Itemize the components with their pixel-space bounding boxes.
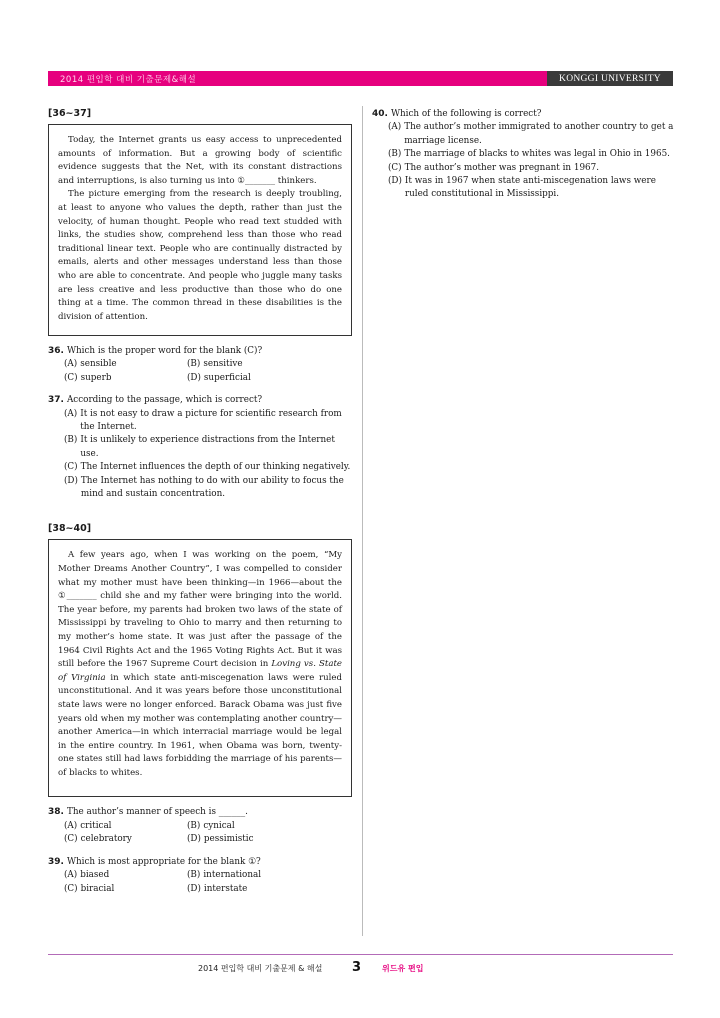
option-text: It is unlikely to experience distractions from the Internet use. (80, 435, 335, 459)
question-stem: According to the passage, which is correct? (66, 395, 263, 406)
option-d[interactable] (187, 372, 337, 385)
option-c[interactable] (64, 883, 187, 896)
passage-box (48, 124, 352, 336)
option-letter: (B) (64, 435, 78, 446)
option-text: The marriage of blacks to whites was legal in Ohio in 1965. (404, 149, 670, 160)
passage-paragraph: A few years ago, when I was working on the poem, “My Mother Dreams Another Country”, I was compelled to consider what my mother must have been thinking—in 1966—about the ①_______ child she and my father were bringing into the world. The year before, my parents had broken two laws of the state of Mississippi by traveling to Ohio to marry and then returning to my mother’s home state. It was just after the passage of the 1964 Civil Rights Act and the 1965 Voting Rights Act. But it was still before the 1967 Supreme Court decision in Loving vs. State of Virginia in which state anti-miscegenation laws were ruled unconstitutional. And it was years before those unconstitutional state laws were no longer enforced. Barack Obama was just five years old when my mother was contemplating another country—another America—in which interracial marriage would be legal in the entire country. In 1961, when Obama was born, twenty-one states still had laws forbidding the marriage of his parents—of blacks to whites. (58, 550, 343, 778)
question-stem: Which is most appropriate for the blank ①? (66, 856, 261, 867)
question-number: 40. (372, 109, 388, 119)
question-39 (48, 856, 352, 896)
question-stem: Which is the proper word for the blank (C)? (66, 346, 263, 356)
option-d[interactable] (187, 833, 337, 846)
option-text: superficial (203, 372, 251, 383)
footer (48, 960, 673, 978)
question-number: 38. (48, 807, 64, 818)
option-b[interactable] (64, 434, 352, 461)
option-text: biased (80, 870, 110, 881)
option-text: sensitive (203, 359, 243, 370)
option-text: It is not easy to draw a picture for scientific research from the Internet. (80, 408, 342, 433)
option-letter: (D) (187, 372, 201, 383)
option-d[interactable] (64, 475, 352, 502)
passage-paragraph: The picture emerging from the research is deeply troubling, at least to anyone who values the depth, rather than just the velocity, of human thought. People who read text studded with links, the studies show, comprehend less than those who read traditional linear text. People who are continually distracted by emails, alerts and other messages understand less than those who are able to concentrate. And people who juggle many tasks are less creative and less productive than those who do one thing at a time. The common thread in these disabilities is the division of attention. (58, 189, 342, 322)
option-a[interactable] (64, 869, 187, 882)
header-bar (48, 71, 673, 86)
option-text: cynical (203, 820, 235, 831)
option-text: It was in 1967 when state anti-miscegenation laws were ruled constitutional in Mississippi. (404, 176, 656, 200)
option-a[interactable] (64, 820, 187, 833)
option-c[interactable] (388, 162, 676, 175)
option-c[interactable] (64, 372, 187, 385)
option-b[interactable] (187, 820, 337, 833)
option-a[interactable] (388, 121, 676, 148)
passage-box (48, 539, 352, 797)
footer-divider (48, 954, 673, 955)
option-text: biracial (80, 883, 115, 894)
option-c[interactable] (64, 833, 187, 846)
question-37 (48, 394, 352, 501)
option-text: critical (80, 820, 112, 831)
option-text: international (203, 870, 262, 881)
option-letter: (A) (64, 359, 78, 370)
right-column (372, 108, 676, 202)
question-number: 36. (48, 346, 64, 356)
option-letter: (C) (64, 372, 78, 383)
passage-paragraph: Today, the Internet grants us easy access to unprecedented amounts of information. But a growing body of scientific evidence suggests that the Net, with its constant distractions and interruptions, is also turning us into ①_______ thinkers. (58, 135, 342, 186)
option-letter: (C) (64, 834, 78, 845)
option-text: interstate (203, 883, 248, 894)
option-letter: (B) (187, 870, 201, 881)
footer-brand: 위드유 편입 (382, 964, 424, 973)
column-divider (362, 106, 363, 936)
option-text: The author’s mother was pregnant in 1967. (404, 162, 600, 173)
question-36 (48, 345, 352, 385)
question-number: 37. (48, 395, 64, 406)
option-text: superb (80, 372, 112, 383)
header-title: 2014 편입학 대비 기출문제&해설 (60, 74, 197, 85)
option-letter: (C) (64, 883, 78, 894)
option-letter: (C) (64, 462, 78, 473)
option-b[interactable] (187, 358, 337, 371)
option-letter: (D) (388, 176, 402, 187)
option-text: celebratory (80, 834, 132, 845)
option-letter: (D) (187, 883, 201, 894)
option-a[interactable] (64, 408, 352, 435)
option-letter: (C) (388, 162, 402, 173)
section-label: [38~40] (48, 523, 92, 535)
option-letter: (A) (388, 122, 402, 133)
option-letter: (D) (64, 475, 78, 486)
section-label: [36~37] (48, 108, 92, 119)
option-letter: (A) (64, 870, 78, 881)
question-38 (48, 806, 352, 846)
option-text: pessimistic (203, 834, 254, 845)
question-40 (372, 108, 676, 202)
question-stem: Which of the following is correct? (390, 109, 542, 119)
option-text: sensible (80, 359, 117, 370)
option-d[interactable] (388, 175, 676, 202)
option-a[interactable] (64, 358, 187, 371)
option-c[interactable] (64, 461, 352, 474)
university-label: KONGGI UNIVERSITY (547, 71, 673, 86)
option-letter: (B) (187, 359, 201, 370)
option-letter: (A) (64, 820, 78, 831)
question-number: 39. (48, 856, 64, 867)
page-number: 3 (352, 960, 362, 975)
option-d[interactable] (187, 883, 337, 896)
option-text: The Internet influences the depth of our thinking negatively. (80, 462, 351, 473)
footer-title: 2014 편입학 대비 기출문제 & 해설 (198, 964, 323, 973)
option-letter: (D) (187, 834, 201, 845)
option-letter: (A) (64, 408, 78, 419)
option-letter: (B) (187, 820, 201, 831)
option-b[interactable] (388, 148, 676, 161)
option-letter: (B) (388, 149, 402, 160)
left-column (48, 108, 352, 896)
option-text: The author’s mother immigrated to another country to get a marriage license. (404, 122, 674, 146)
option-text: The Internet has nothing to do with our ability to focus the mind and sustain concentration. (80, 475, 344, 500)
question-stem: The author’s manner of speech is ______. (66, 807, 248, 818)
option-b[interactable] (187, 869, 337, 882)
